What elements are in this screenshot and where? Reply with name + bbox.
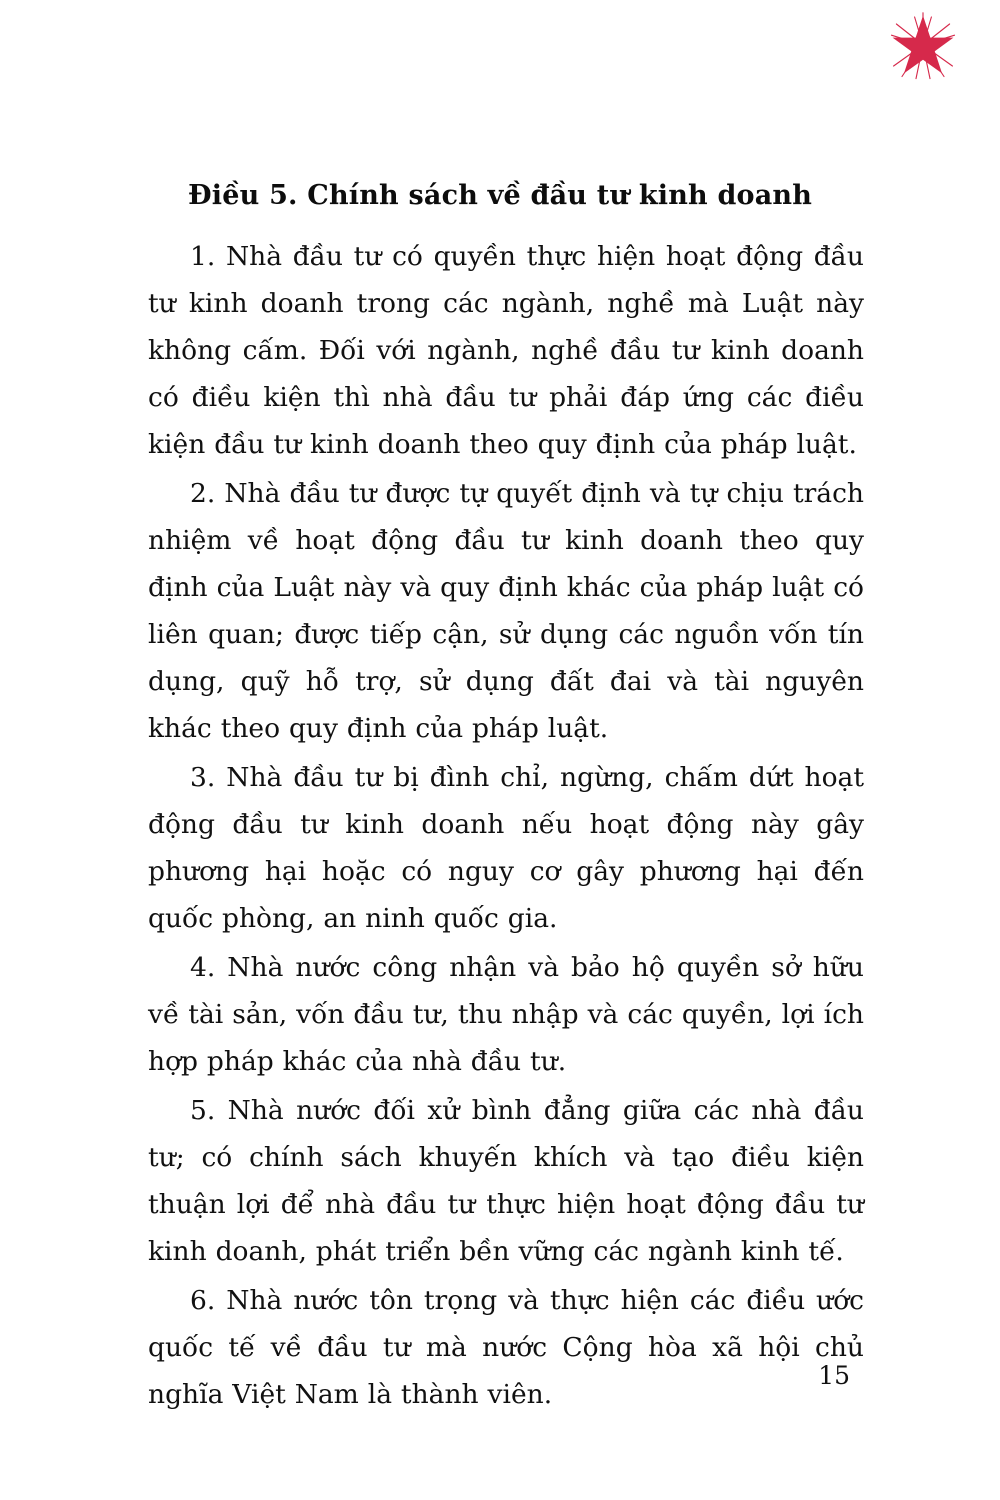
page-number: 15 xyxy=(818,1361,850,1390)
clause-paragraph-3: 3. Nhà đầu tư bị đình chỉ, ngừng, chấm dứt hoạt động đầu tư kinh doanh nếu hoạt động này gây phương hại hoặc có nguy cơ gây phương hại đến quốc phòng, an ninh quốc gia. xyxy=(148,762,864,934)
clause-paragraph-6: 6. Nhà nước tôn trọng và thực hiện các điều ước quốc tế về đầu tư mà nước Cộng hòa xã hội chủ nghĩa Việt Nam là thành viên. xyxy=(148,1285,864,1410)
clause-paragraph-1: 1. Nhà đầu tư có quyền thực hiện hoạt động đầu tư kinh doanh trong các ngành, nghề mà Luật này không cấm. Đối với ngành, nghề đầu tư kinh doanh có điều kiện thì nhà đầu tư phải đáp ứng các điều kiện đầu tư kinh doanh theo quy định của pháp luật. xyxy=(148,241,864,460)
page-title: Điều 5. Chính sách về đầu tư kinh doanh xyxy=(188,180,813,211)
five-pointed-star-icon xyxy=(888,10,958,80)
clause-paragraph-5: 5. Nhà nước đối xử bình đẳng giữa các nhà đầu tư; có chính sách khuyến khích và tạo điều kiện thuận lợi để nhà đầu tư thực hiện hoạt động đầu tư kinh doanh, phát triển bền vững các ngành kinh tế. xyxy=(148,1095,864,1267)
article-content xyxy=(148,180,864,1418)
clause-paragraph-2: 2. Nhà đầu tư được tự quyết định và tự chịu trách nhiệm về hoạt động đầu tư kinh doanh theo quy định của Luật này và quy định khác của pháp luật có liên quan; được tiếp cận, sử dụng các nguồn vốn tín dụng, quỹ hỗ trợ, sử dụng đất đai và tài nguyên khác theo quy định của pháp luật. xyxy=(148,478,864,744)
clause-paragraph-4: 4. Nhà nước công nhận và bảo hộ quyền sở hữu về tài sản, vốn đầu tư, thu nhập và các quyền, lợi ích hợp pháp khác của nhà đầu tư. xyxy=(148,952,864,1077)
